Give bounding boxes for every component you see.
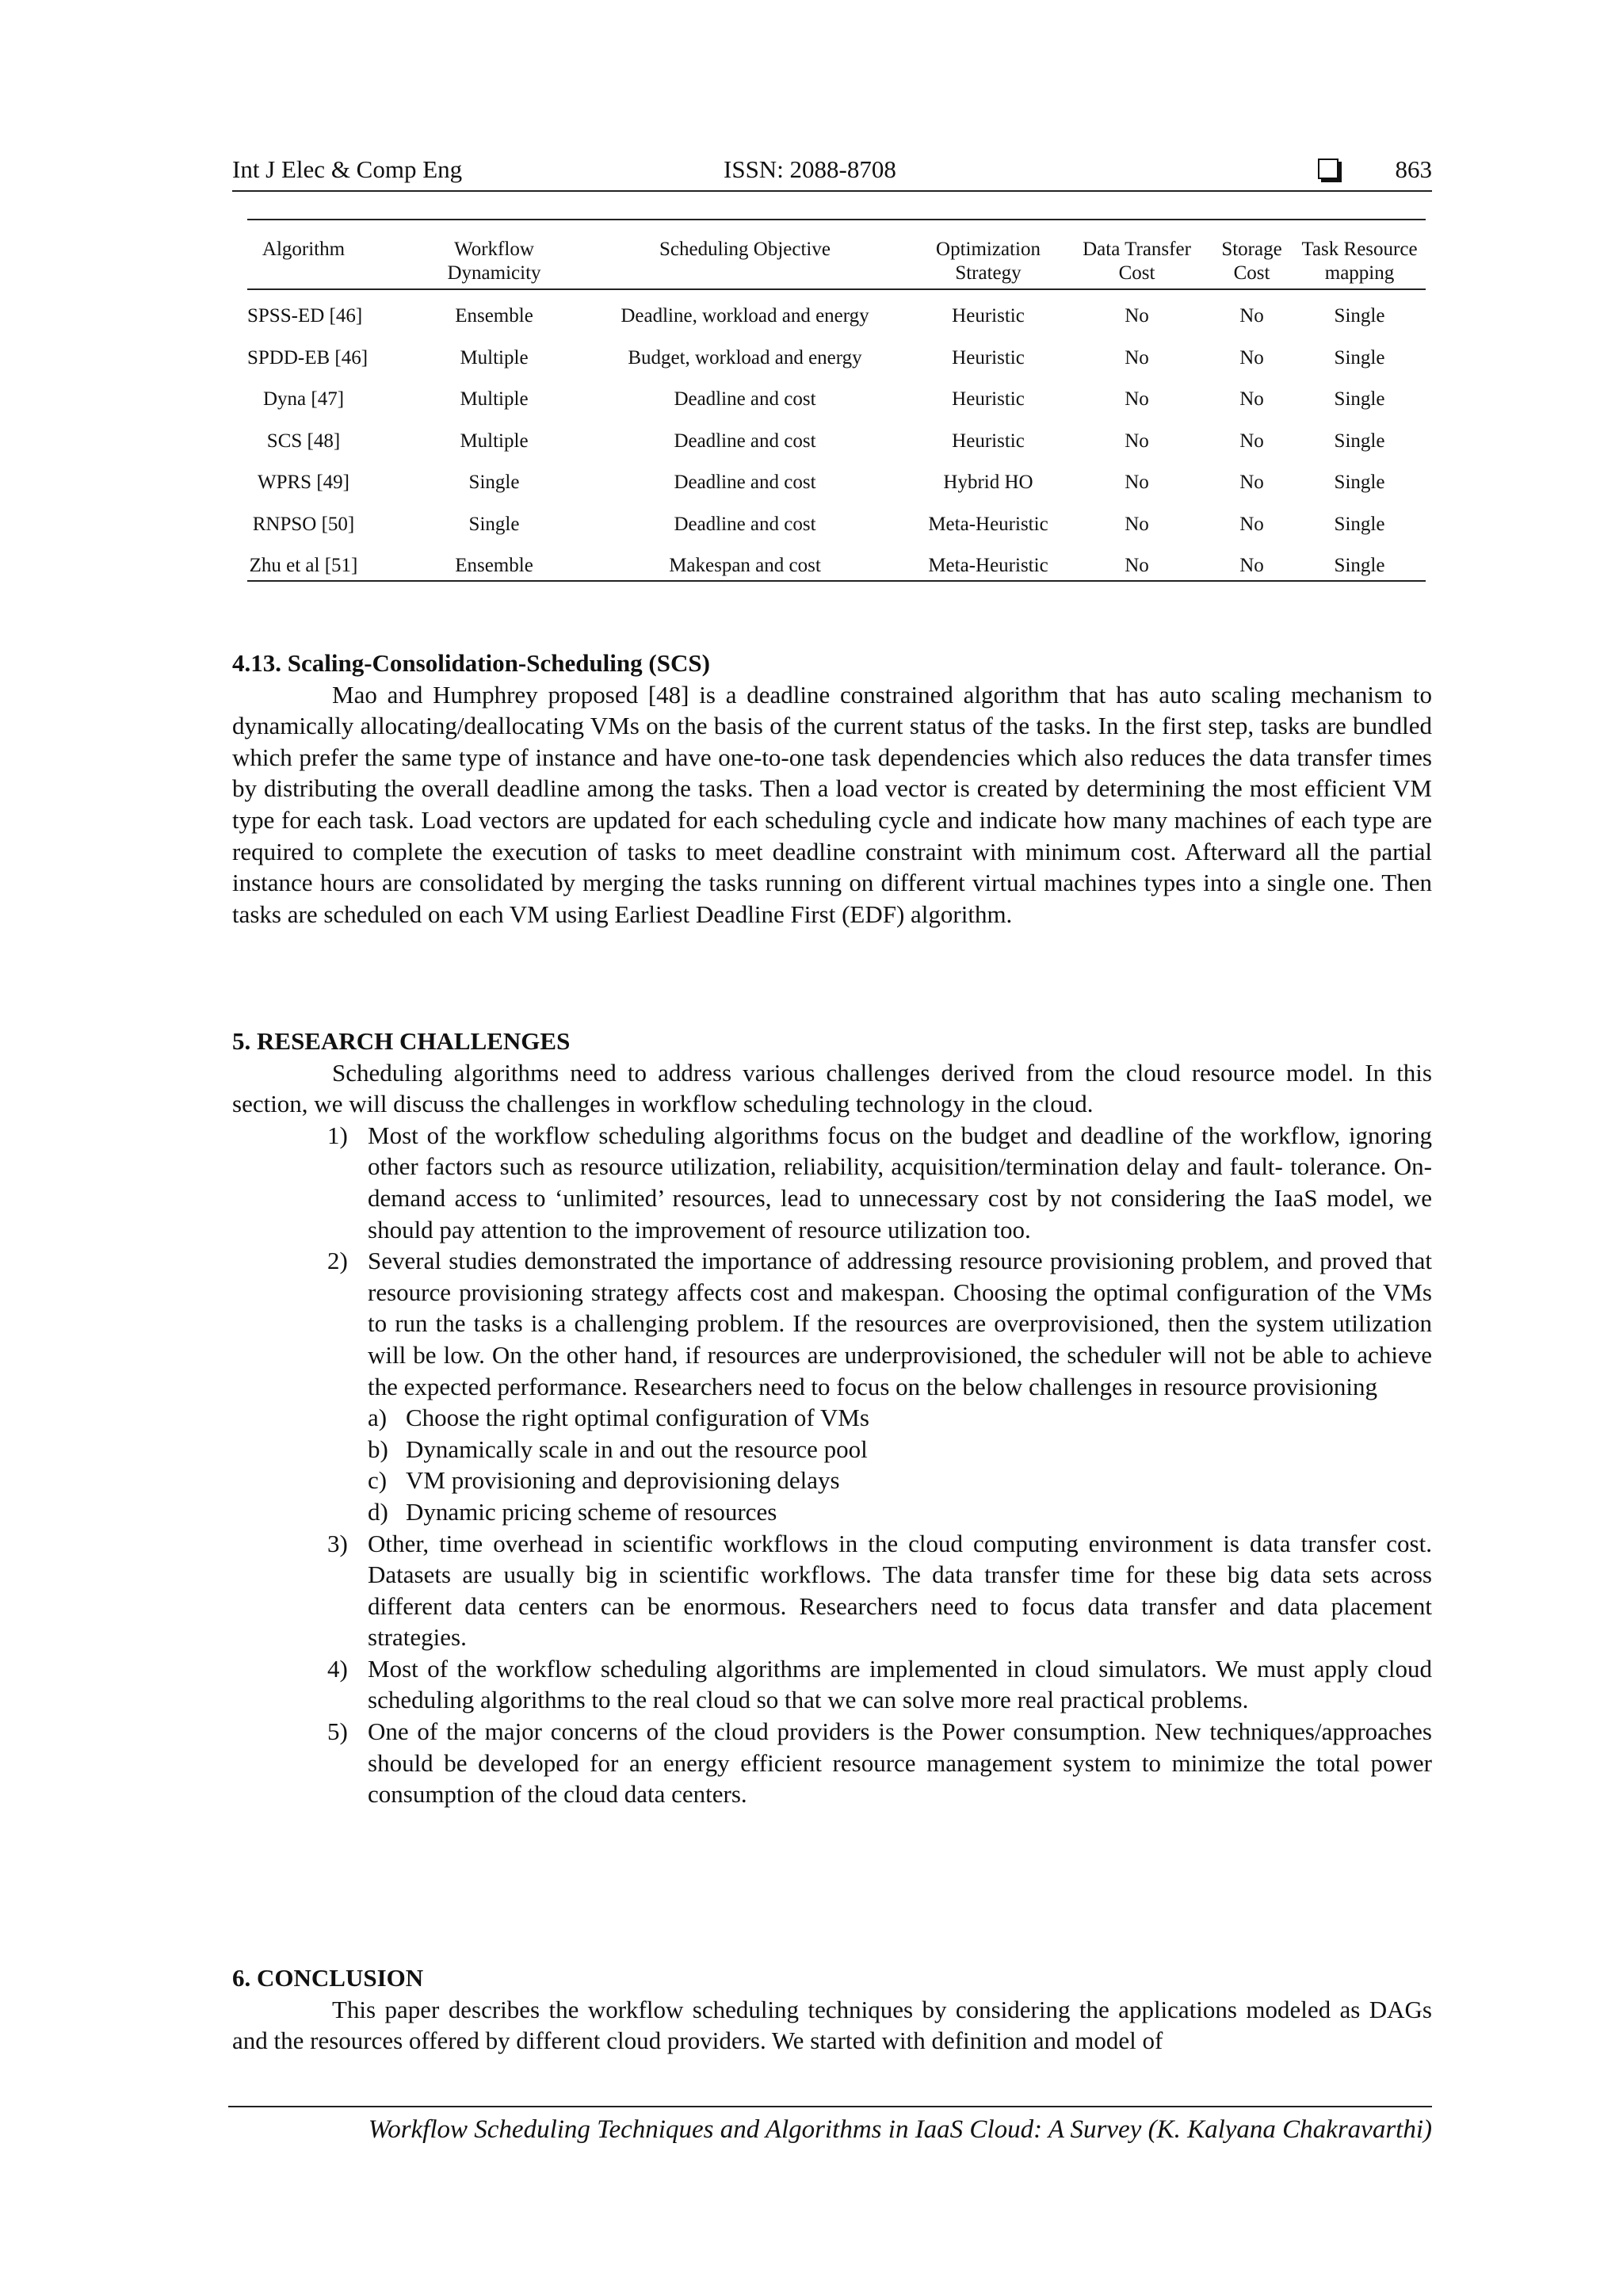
table-cell: No: [1125, 472, 1149, 493]
table-cell: No: [1239, 388, 1264, 410]
table-cell: Budget, workload and energy: [628, 346, 862, 369]
column-header: Task Resource mapping: [1301, 239, 1418, 284]
table-header-rule: [247, 288, 1426, 290]
column-header: Data Transfer Cost: [1083, 239, 1191, 284]
section-heading: 4.13. Scaling-Consolidation-Scheduling (SCS): [232, 649, 710, 677]
table-cell: Single: [1334, 555, 1385, 576]
table-cell: Single: [1334, 305, 1385, 327]
box-icon: [1318, 159, 1338, 179]
column-header: Scheduling Objective: [659, 239, 831, 260]
table-row: [247, 303, 1426, 345]
section-6: [232, 1962, 1432, 2057]
table-cell: Meta-Heuristic: [928, 555, 1048, 576]
table-cell: Deadline and cost: [674, 430, 816, 452]
section-heading: 5. RESEARCH CHALLENGES: [232, 1027, 571, 1055]
table-cell: Deadline and cost: [674, 472, 816, 493]
table-cell: Single: [468, 472, 520, 493]
sub-list-item: c) VM provisioning and deprovisioning delays: [368, 1466, 840, 1495]
table-cell: No: [1239, 555, 1264, 576]
table-cell: Deadline and cost: [674, 513, 816, 535]
table-cell: Single: [1334, 430, 1385, 452]
table-cell: No: [1239, 305, 1264, 327]
table-cell: No: [1125, 513, 1149, 535]
table-cell: Multiple: [460, 388, 529, 410]
sub-list-item: a) Choose the right optimal configuration of VMs: [368, 1404, 869, 1432]
column-header: Workflow Dynamicity: [447, 239, 541, 284]
section-paragraph: This paper describes the workflow scheduling techniques by considering the applications modeled as DAGs and the resources offered by different cloud providers. We started with definition and model of: [232, 1995, 1432, 2055]
sub-list-item: b) Dynamically scale in and out the resource pool: [368, 1435, 868, 1463]
table-cell: No: [1125, 555, 1149, 576]
list-item: 4) Most of the workflow scheduling algorithms are implemented in cloud simulators. We must apply cloud scheduling algorithms to the real cloud so that we can solve more real practical problems.: [327, 1654, 1432, 1714]
table-cell: No: [1125, 346, 1149, 369]
table-cell: Heuristic: [952, 430, 1025, 452]
table-cell: SCS [48]: [266, 430, 341, 452]
table-row: [247, 511, 1426, 553]
list-item: 2) Several studies demonstrated the importance of addressing resource provisioning problem, and proved that resource provisioning strategy affects cost and makespan. Choosing the optimal configuration of the VMs to run the tasks is a challenging problem. If the resources are overprovisioned, then the system utilization will be low. On the other hand, if resources are underprovisioned, the scheduler will not be able to achieve the expected performance. Researchers need to focus on the below challenges in resource provisioning a) Choose the right optimal configuration of VMs b) Dynamically scale in and out the resource pool c) VM provisioning and deprovisioning delays d) Dynamic pricing scheme of resources: [232, 1245, 1432, 1527]
table-cell: Meta-Heuristic: [928, 513, 1048, 535]
section-5: [232, 1026, 1432, 1810]
table-cell: SPSS-ED [46]: [247, 305, 363, 327]
table-cell: Dyna [47]: [262, 388, 345, 410]
table-cell: Deadline, workload and energy: [621, 305, 869, 327]
table-row: [247, 386, 1426, 428]
table-cell: Single: [1334, 388, 1385, 410]
table-cell: Makespan and cost: [669, 555, 821, 576]
list-item: 3) Other, time overhead in scientific workflows in the cloud computing environment is data transfer cost. Datasets are usually big in scientific workflows. The data transfer time for these big data sets across different data centers can be enormous. Researchers need to focus data transfer and data placement strategies.: [327, 1529, 1432, 1652]
challenge-list: [232, 1120, 1432, 1810]
table-row: [247, 345, 1426, 387]
table-cell: SPDD-EB [46]: [247, 346, 369, 369]
section-4-13: [232, 648, 1432, 930]
table-cell: WPRS [49]: [258, 472, 349, 493]
table-cell: Hybrid HO: [943, 472, 1033, 493]
column-header: Algorithm: [262, 239, 346, 260]
column-header: Optimization Strategy: [936, 239, 1041, 284]
table-cell: No: [1239, 346, 1264, 369]
page-number: 863: [1395, 155, 1432, 183]
table-cell: Heuristic: [952, 388, 1025, 410]
section-paragraph: Mao and Humphrey proposed [48] is a deadline constrained algorithm that has auto scaling mechanism to dynamically allocating/deallocating VMs on the basis of the current status of the tasks. In the first step, tasks are bundled which prefer the same type of instance and have one-to-one task dependencies which also reduces the data transfer times by distributing the overall deadline among the tasks. Then a load vector is created by determining the most efficient VM type for each task. Load vectors are updated for each scheduling cycle and indicate how many machines of each type are required to complete the execution of tasks to meet deadline constraint with minimum cost. Afterward all the partial instance hours are consolidated by merging the tasks running on different virtual machines types into a single one. Then tasks are scheduled on each VM using Earliest Deadline First (EDF) algorithm.: [232, 680, 1432, 928]
sub-list-item: d) Dynamic pricing scheme of resources: [368, 1497, 777, 1526]
table-cell: Single: [1334, 346, 1385, 369]
table-bottom-rule: [247, 580, 1426, 582]
table-body: [247, 303, 1426, 594]
table-cell: Multiple: [460, 346, 529, 369]
table-cell: Single: [468, 513, 520, 535]
table-cell: Ensemble: [455, 555, 533, 576]
table-cell: Heuristic: [952, 305, 1025, 327]
list-item: 5) One of the major concerns of the cloud providers is the Power consumption. New techniques/approaches should be developed for an energy efficient resource management system to minimize the total power consumption of the cloud data centers.: [327, 1717, 1432, 1809]
sub-list: [232, 1402, 1432, 1527]
section-heading: 6. CONCLUSION: [232, 1964, 424, 1992]
table-cell: Ensemble: [455, 305, 533, 327]
list-item: 1) Most of the workflow scheduling algorithms focus on the budget and deadline of the workflow, ignoring other factors such as resource utilization, reliability, acquisition/termination delay and fault- tolerance. On-demand access to ‘unlimited’ resources, lead to unnecessary cost by not considering the IaaS model, we should pay attention to the improvement of resource utilization too.: [327, 1121, 1432, 1244]
journal-name: Int J Elec & Comp Eng: [232, 155, 463, 183]
table-cell: No: [1239, 472, 1264, 493]
table-header: [247, 238, 1426, 285]
running-footer: Workflow Scheduling Techniques and Algorithms in IaaS Cloud: A Survey (K. Kalyana Chakravarthi): [228, 2106, 1432, 2145]
table-cell: Single: [1334, 513, 1385, 535]
table-cell: No: [1239, 430, 1264, 452]
table-cell: RNPSO [50]: [252, 513, 355, 535]
section-intro: Scheduling algorithms need to address various challenges derived from the cloud resource model. In this section, we will discuss the challenges in workflow scheduling technology in the cloud.: [232, 1058, 1432, 1118]
running-header: [232, 152, 1432, 192]
table-cell: Single: [1334, 472, 1385, 493]
table-cell: No: [1125, 430, 1149, 452]
table-cell: No: [1125, 388, 1149, 410]
table-cell: Multiple: [460, 430, 529, 452]
table-cell: No: [1125, 305, 1149, 327]
table-cell: Heuristic: [952, 346, 1025, 369]
table-row: [247, 469, 1426, 511]
table-row: [247, 428, 1426, 470]
table-top-rule: [247, 219, 1426, 220]
table-cell: No: [1239, 513, 1264, 535]
table-cell: Zhu et al [51]: [249, 555, 358, 576]
column-header: Storage Cost: [1221, 239, 1282, 284]
table-row: [247, 552, 1426, 594]
issn: ISSN: 2088-8708: [724, 155, 896, 183]
table-cell: Deadline and cost: [674, 388, 816, 410]
